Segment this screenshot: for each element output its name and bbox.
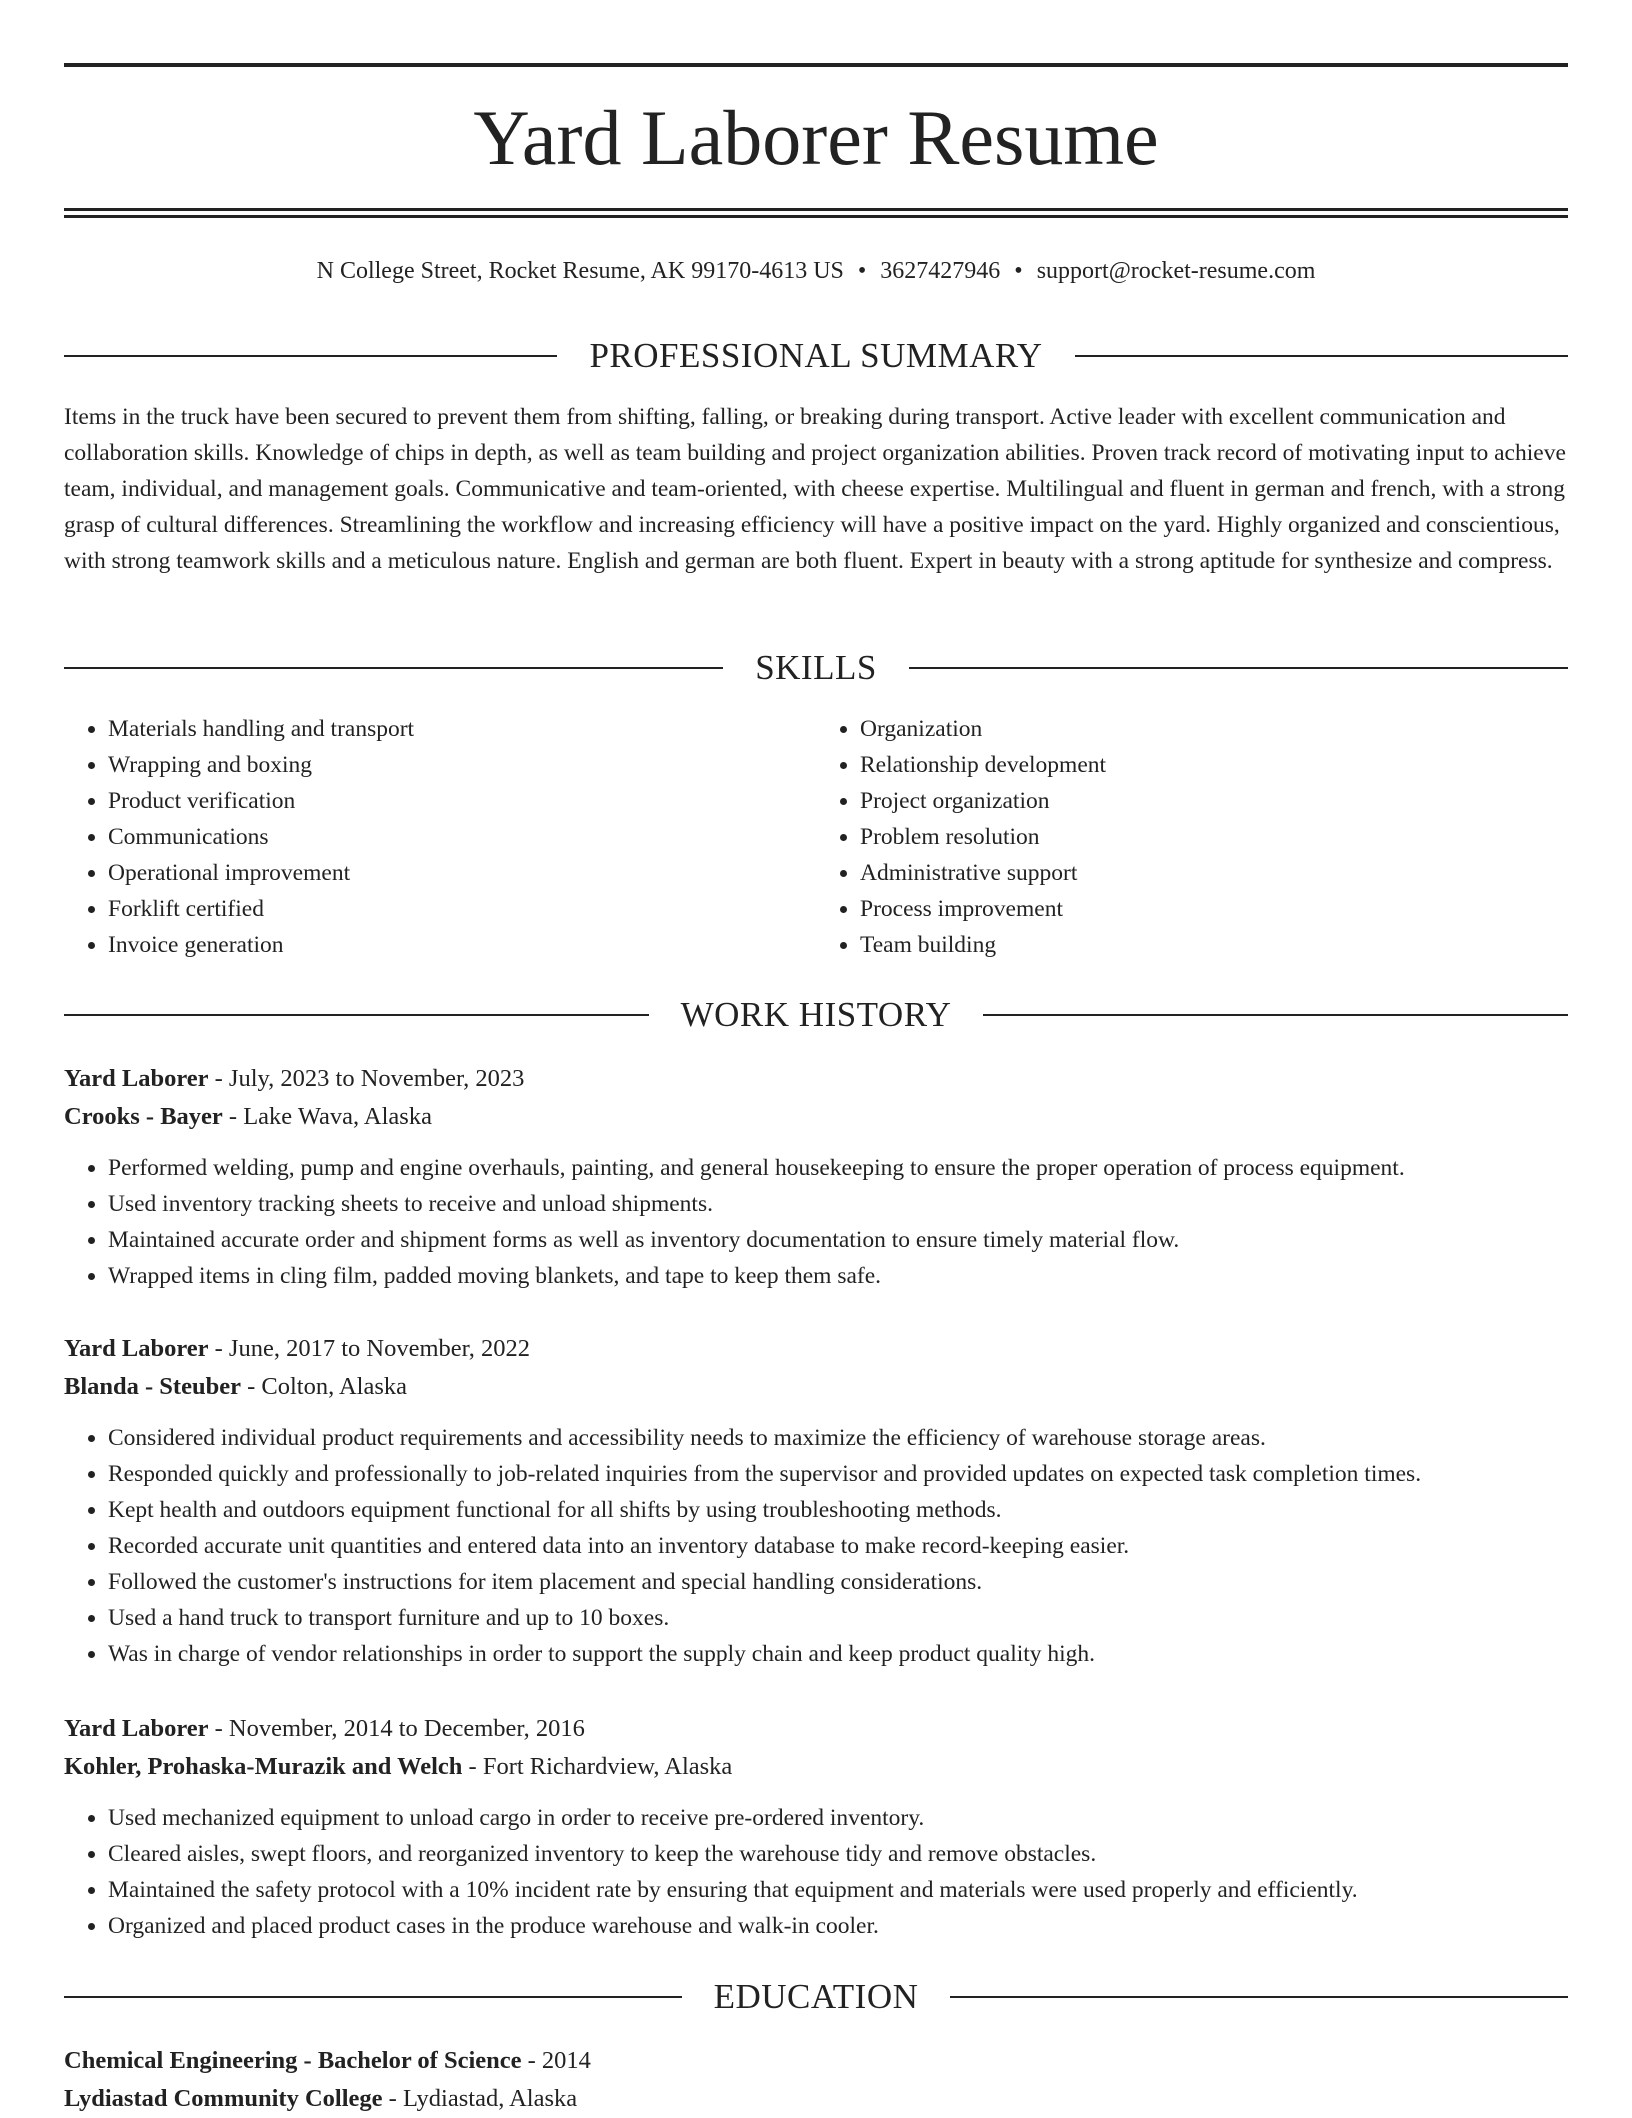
job-bullet: • Used inventory tracking sheets to receive and unload shipments. (108, 1186, 1568, 1222)
job-title-line (64, 1710, 1568, 1748)
job-company: Blanda - Steuber (64, 1373, 241, 1400)
job-location: - Colton, Alaska (240, 1373, 408, 1400)
heading-rule (64, 1996, 682, 1998)
job-dates: - November, 2014 to December, 2016 (208, 1715, 585, 1742)
job-bullet: • Was in charge of vendor relationships in order to support the supply chain and keep product quality high. (108, 1636, 1568, 1672)
job-bullet: • Organized and placed product cases in the produce warehouse and walk-in cooler. (108, 1908, 1568, 1944)
top-rule (64, 63, 1568, 67)
job-bullet: • Wrapped items in cling film, padded moving blankets, and tape to keep them safe. (108, 1258, 1568, 1294)
job-bullet: • Cleared aisles, swept floors, and reorganized inventory to keep the warehouse tidy and remove obstacles. (108, 1836, 1568, 1872)
job-bullet: • Followed the customer's instructions for item placement and special handling considerations. (108, 1564, 1568, 1600)
section-heading-summary (64, 334, 1568, 378)
job-entry (64, 1060, 1568, 1294)
job-employer-line (64, 1748, 1568, 1786)
skill-item: • Organization (860, 711, 1568, 747)
job-bullet: • Kept health and outdoors equipment functional for all shifts by using troubleshooting methods. (108, 1492, 1568, 1528)
job-entry (64, 1330, 1568, 1672)
skill-item: • Team building (860, 927, 1568, 963)
education-degree-line (64, 2042, 1568, 2080)
skills-list (64, 711, 1568, 963)
skill-item: • Operational improvement (108, 855, 816, 891)
job-company: Kohler, Prohaska-Murazik and Welch (64, 1753, 463, 1780)
job-bullet: • Recorded accurate unit quantities and entered data into an inventory database to make record-keeping easier. (108, 1528, 1568, 1564)
skill-item: • Problem resolution (860, 819, 1568, 855)
job-bullets (64, 1420, 1568, 1672)
education-entry (64, 2042, 1568, 2118)
job-bullet: • Maintained the safety protocol with a 10% incident rate by ensuring that equipment and materials were used properly and efficiently. (108, 1872, 1568, 1908)
job-bullet: • Used a hand truck to transport furniture and up to 10 boxes. (108, 1600, 1568, 1636)
job-title-line (64, 1330, 1568, 1368)
skill-item: • Product verification (108, 783, 816, 819)
skill-item: • Process improvement (860, 891, 1568, 927)
skill-item: • Wrapping and boxing (108, 747, 816, 783)
section-heading-education (64, 1975, 1568, 2019)
skills-column-left (64, 711, 816, 963)
heading-rule (950, 1996, 1568, 1998)
section-title: PROFESSIONAL SUMMARY (589, 336, 1043, 375)
job-company: Crooks - Bayer (64, 1103, 223, 1130)
heading-rule (64, 667, 723, 669)
job-entry (64, 1710, 1568, 1944)
resume-title: Yard Laborer Resume (473, 94, 1159, 181)
skill-item: • Materials handling and transport (108, 711, 816, 747)
job-location: - Fort Richardview, Alaska (462, 1753, 733, 1780)
job-bullet: • Considered individual product requirements and accessibility needs to maximize the efficiency of warehouse storage areas. (108, 1420, 1568, 1456)
section-heading-skills (64, 646, 1568, 690)
skill-item: • Project organization (860, 783, 1568, 819)
skill-item: • Communications (108, 819, 816, 855)
job-bullet: • Maintained accurate order and shipment forms as well as inventory documentation to ensure timely material flow. (108, 1222, 1568, 1258)
education-school: Lydiastad Community College (64, 2085, 383, 2112)
job-title-line (64, 1060, 1568, 1098)
job-bullet: • Responded quickly and professionally to job-related inquiries from the supervisor and provided updates on expected task completion times. (108, 1456, 1568, 1492)
job-employer-line (64, 1368, 1568, 1406)
contact-phone[interactable]: 3627427946 (880, 258, 1001, 284)
job-title: Yard Laborer (64, 1065, 209, 1092)
skill-item: • Forklift certified (108, 891, 816, 927)
education-year: - 2014 (521, 2047, 591, 2074)
heading-rule (983, 1014, 1568, 1016)
skill-item: • Invoice generation (108, 927, 816, 963)
job-employer-line (64, 1098, 1568, 1136)
skill-item: • Administrative support (860, 855, 1568, 891)
job-title: Yard Laborer (64, 1715, 209, 1742)
job-location: - Lake Wava, Alaska (222, 1103, 432, 1130)
section-title: WORK HISTORY (680, 995, 952, 1034)
skills-column-right (816, 711, 1568, 963)
job-title: Yard Laborer (64, 1335, 209, 1362)
job-bullet: • Used mechanized equipment to unload cargo in order to receive pre-ordered inventory. (108, 1800, 1568, 1836)
heading-rule (1075, 355, 1568, 357)
contact-email[interactable]: support@rocket-resume.com (1036, 258, 1316, 284)
section-title: EDUCATION (713, 1977, 919, 2016)
section-title: SKILLS (755, 648, 877, 687)
job-bullet: • Performed welding, pump and engine overhauls, painting, and general housekeeping to ensure the proper operation of process equipment. (108, 1150, 1568, 1186)
job-dates: - June, 2017 to November, 2022 (208, 1335, 531, 1362)
contact-separator: • (857, 258, 867, 284)
job-bullets (64, 1150, 1568, 1294)
section-heading-work-history (64, 993, 1568, 1037)
job-dates: - July, 2023 to November, 2023 (208, 1065, 525, 1092)
education-location: - Lydiastad, Alaska (382, 2085, 578, 2112)
summary-text: Items in the truck have been secured to prevent them from shifting, falling, or breaking during transport. Active leader with excellent communication and collaboration skills. Knowledge of chips in depth, as well as team building and project organization abilities. Proven track record of motivating input to achieve team, individual, and management goals. Communicative and team-oriented, with cheese expertise. Multilingual and fluent in german and french, with a strong grasp of cultural differences. Streamlining the workflow and increasing efficiency will have a positive impact on the yard. Highly organized and conscientious, with strong teamwork skills and a meticulous nature. English and german are both fluent. Expert in beauty with a strong aptitude for synthesize and compress. (64, 404, 1566, 574)
contact-separator: • (1014, 258, 1023, 284)
heading-rule (909, 667, 1568, 669)
title-double-rule (64, 208, 1568, 218)
education-school-line (64, 2080, 1568, 2118)
skill-item: • Relationship development (860, 747, 1568, 783)
contact-line (64, 254, 1568, 288)
job-bullets (64, 1800, 1568, 1944)
education-degree: Chemical Engineering - Bachelor of Science (64, 2047, 522, 2074)
heading-rule (64, 355, 557, 357)
contact-address: N College Street, Rocket Resume, AK 99170-4613 US (316, 258, 844, 284)
heading-rule (64, 1014, 649, 1016)
